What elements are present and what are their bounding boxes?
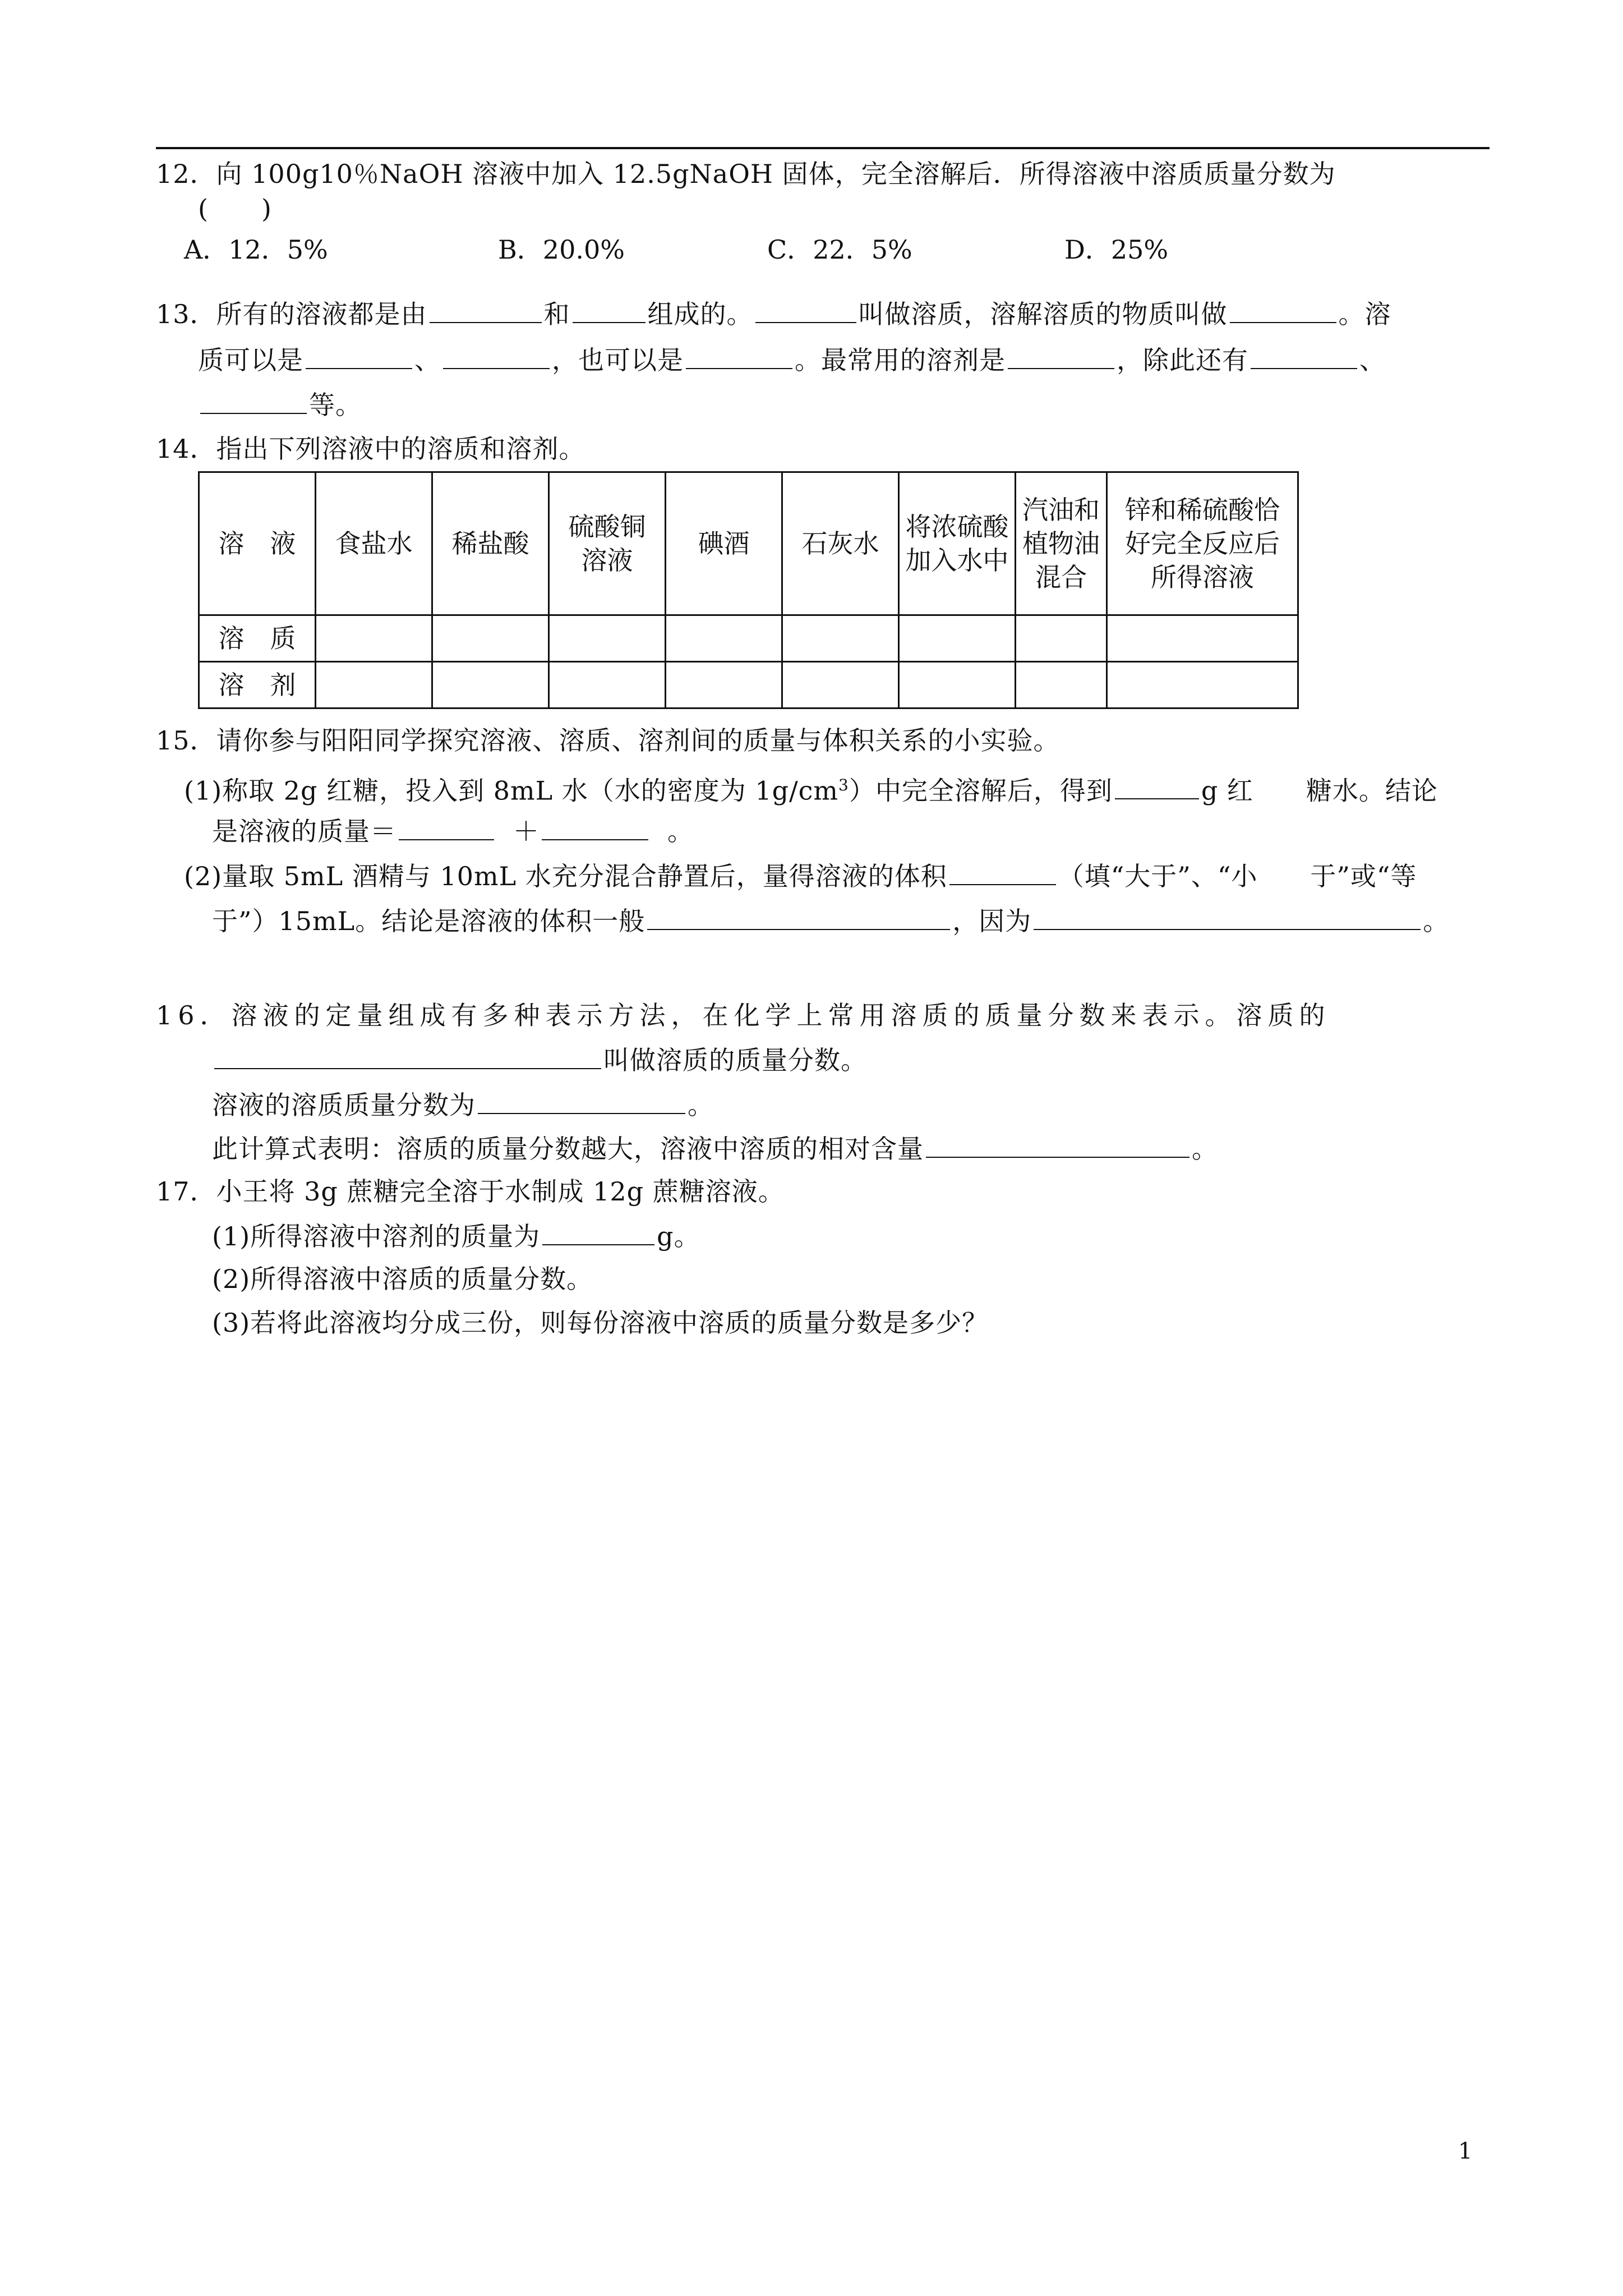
answer-cell[interactable]: [1016, 662, 1107, 708]
answer-cell[interactable]: [1107, 615, 1298, 662]
q16-blank-2[interactable]: [478, 1087, 685, 1114]
q13-blank-2[interactable]: [573, 296, 645, 323]
table-header-row: [199, 472, 1298, 615]
q12-answer-brackets: ( ): [198, 194, 272, 224]
header-cell: 碘酒: [666, 472, 782, 615]
q15-blank-3[interactable]: [542, 813, 648, 840]
q13-line-2: 质可以是 、 ，也可以是 。最常用的溶剂是 ，除此还有 、: [198, 342, 1386, 377]
q13-blank-5[interactable]: [306, 342, 412, 369]
q13-line-1: 13．所有的溶液都是由 和 组成的。 叫做溶质，溶解溶质的物质叫做 。溶: [156, 296, 1391, 331]
q13-blank-1[interactable]: [430, 296, 542, 323]
q15-blank-5[interactable]: [647, 903, 950, 930]
answer-cell[interactable]: [316, 615, 432, 662]
q13-blank-10[interactable]: [200, 387, 307, 414]
q12-option-d: D．25%: [1064, 234, 1169, 265]
header-cell: 石灰水: [782, 472, 899, 615]
q13-blank-4[interactable]: [1230, 296, 1336, 323]
header-cell: 汽油和 植物油 混合: [1016, 472, 1107, 615]
q13-blank-6[interactable]: [443, 342, 550, 369]
q15-blank-2[interactable]: [399, 813, 494, 840]
table-row-solute: [199, 615, 1298, 662]
answer-cell[interactable]: [1016, 615, 1107, 662]
q16-line-2: 叫做溶质的质量分数。: [212, 1042, 867, 1077]
answer-cell[interactable]: [666, 615, 782, 662]
q17-subquestion-2: (2)所得溶液中溶质的质量分数。: [212, 1264, 593, 1294]
q13-blank-8[interactable]: [1008, 342, 1114, 369]
q17-title: 17．小王将 3g 蔗糖完全溶于水制成 12g 蔗糖溶液。: [156, 1176, 785, 1207]
q12-stem: 12．向 100g10％NaOH 溶液中加入 12.5gNaOH 固体，完全溶解后．所得溶液中溶质质量分数为: [156, 159, 1336, 189]
answer-cell[interactable]: [432, 662, 549, 708]
q12-option-b: B．20.0%: [498, 234, 625, 265]
q16-line-3: 溶液的溶质质量分数为 。: [212, 1087, 714, 1122]
q16-line-1: 16．溶液的定量组成有多种表示方法，在化学上常用溶质的质量分数来表示。溶质的: [156, 1000, 1331, 1030]
q15-blank-4[interactable]: [949, 858, 1056, 885]
q16-blank-1[interactable]: [214, 1042, 601, 1069]
q12-option-c: C．22．5%: [767, 234, 912, 265]
header-cell: 食盐水: [316, 472, 432, 615]
q13-line-3: 等。: [198, 387, 362, 422]
answer-cell[interactable]: [899, 615, 1016, 662]
header-cell: 锌和稀硫酸恰 好完全反应后 所得溶液: [1107, 472, 1298, 615]
q15-part2-line2: 于”）15mL。结论是溶液的体积一般 ，因为 。: [212, 903, 1449, 938]
header-cell: 溶 液: [199, 472, 316, 615]
solution-table: [198, 471, 1299, 709]
table-row-solvent: [199, 662, 1298, 708]
q15-part1-line2: 是溶液的质量＝ ＋ 。: [212, 813, 694, 848]
answer-cell[interactable]: [1107, 662, 1298, 708]
q13-blank-9[interactable]: [1251, 342, 1357, 369]
header-rule: [156, 147, 1490, 149]
q15-title: 15．请你参与阳阳同学探究溶液、溶质、溶剂间的质量与体积关系的小实验。: [156, 725, 1060, 756]
q15-part2-line1: (2)量取 5mL 酒精与 10mL 水充分混合静置后，量得溶液的体积 （填“大于”、“小 于”或“等: [184, 858, 1417, 893]
answer-cell[interactable]: [899, 662, 1016, 708]
row-label: 溶 剂: [199, 662, 316, 708]
q13-blank-7[interactable]: [686, 342, 792, 369]
q12-option-a: A．12．5%: [184, 234, 328, 265]
q15-blank-1[interactable]: [1115, 772, 1199, 799]
answer-cell[interactable]: [432, 615, 549, 662]
q17-subquestion-3: (3)若将此溶液均分成三份，则每份溶液中溶质的质量分数是多少？: [212, 1308, 989, 1338]
page-number: 1: [1458, 2138, 1473, 2164]
answer-cell[interactable]: [782, 615, 899, 662]
answer-cell[interactable]: [549, 615, 666, 662]
q14-title: 14．指出下列溶液中的溶质和溶剂。: [156, 434, 585, 464]
header-cell: 稀盐酸: [432, 472, 549, 615]
header-cell: 硫酸铜 溶液: [549, 472, 666, 615]
answer-cell[interactable]: [316, 662, 432, 708]
q13-blank-3[interactable]: [755, 296, 856, 323]
q15-blank-6[interactable]: [1034, 903, 1421, 930]
q17-subquestion-1: (1)所得溶液中溶剂的质量为 g。: [212, 1218, 700, 1253]
answer-cell[interactable]: [549, 662, 666, 708]
answer-cell[interactable]: [666, 662, 782, 708]
q16-blank-3[interactable]: [926, 1131, 1189, 1158]
q17-blank-1[interactable]: [542, 1218, 654, 1245]
header-cell: 将浓硫酸 加入水中: [899, 472, 1016, 615]
q16-line-4: 此计算式表明：溶质的质量分数越大，溶液中溶质的相对含量 。: [212, 1131, 1218, 1166]
answer-cell[interactable]: [782, 662, 899, 708]
row-label: 溶 质: [199, 615, 316, 662]
q15-part1-line1: (1)称取 2g 红糖，投入到 8mL 水（水的密度为 $1g/cm^3$）中完全溶解后，得到 g 红 糖水。结论: [184, 769, 1438, 807]
